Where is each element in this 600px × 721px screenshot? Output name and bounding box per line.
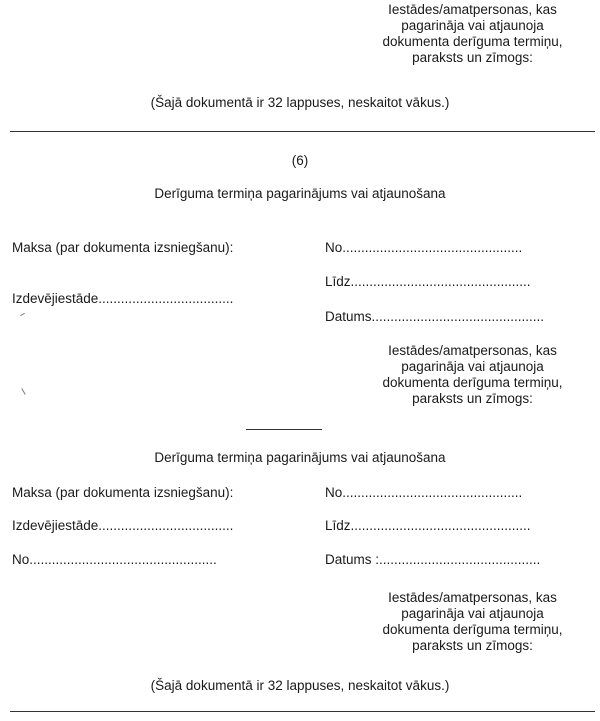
- signature-line: dokumenta derīguma termiņu,: [382, 375, 563, 390]
- signature-line: paraksts un zīmogs:: [412, 391, 533, 406]
- page-count-note-bottom: (Šajā dokumentā ir 32 lappuses, neskaitot vākus.): [150, 678, 450, 693]
- fee-label: Maksa (par dokumenta izsniegšanu):: [12, 240, 234, 255]
- signature-line: paraksts un zīmogs:: [412, 50, 533, 65]
- signature-line: dokumenta derīguma termiņu,: [382, 34, 563, 49]
- signature-block-section2: [355, 590, 590, 654]
- issuer-field: Izdevējiestāde....................................: [12, 518, 234, 533]
- signature-line: Iestādes/amatpersonas, kas: [388, 590, 557, 605]
- date-field: Datums..............................................: [325, 309, 545, 324]
- fee-label: Maksa (par dokumenta izsniegšanu):: [12, 485, 234, 500]
- divider: [10, 711, 595, 712]
- section-heading: Derīguma termiņa pagarinājums vai atjaunošana: [154, 450, 446, 465]
- signature-line: Iestādes/amatpersonas, kas: [388, 2, 557, 17]
- signature-line: dokumenta derīguma termiņu,: [382, 622, 563, 637]
- date-field: Datums :...........................................: [325, 552, 541, 567]
- page-number: (6): [291, 153, 309, 168]
- from-field-left: No..................................................: [12, 552, 217, 567]
- scan-speck: [21, 388, 25, 395]
- issuer-field: Izdevējiestāde....................................: [12, 291, 234, 306]
- divider: [10, 131, 595, 132]
- section-heading: Derīguma termiņa pagarinājums vai atjaunošana: [154, 186, 446, 201]
- signature-line: pagarināja vai atjaunoja: [401, 18, 544, 33]
- until-field: Līdz................................................: [325, 274, 531, 289]
- signature-line: pagarināja vai atjaunoja: [401, 359, 544, 374]
- page-count-note-top: (Šajā dokumentā ir 32 lappuses, neskaitot vākus.): [150, 95, 450, 110]
- section-separator: [246, 429, 322, 430]
- signature-line: Iestādes/amatpersonas, kas: [388, 343, 557, 358]
- signature-line: pagarināja vai atjaunoja: [401, 606, 544, 621]
- from-field: No................................................: [325, 240, 523, 255]
- signature-line: paraksts un zīmogs:: [412, 638, 533, 653]
- from-field: No................................................: [325, 485, 523, 500]
- until-field: Līdz................................................: [325, 518, 531, 533]
- signature-block-top: [355, 2, 590, 66]
- signature-block-section1: [355, 343, 590, 407]
- scan-speck: [20, 313, 25, 316]
